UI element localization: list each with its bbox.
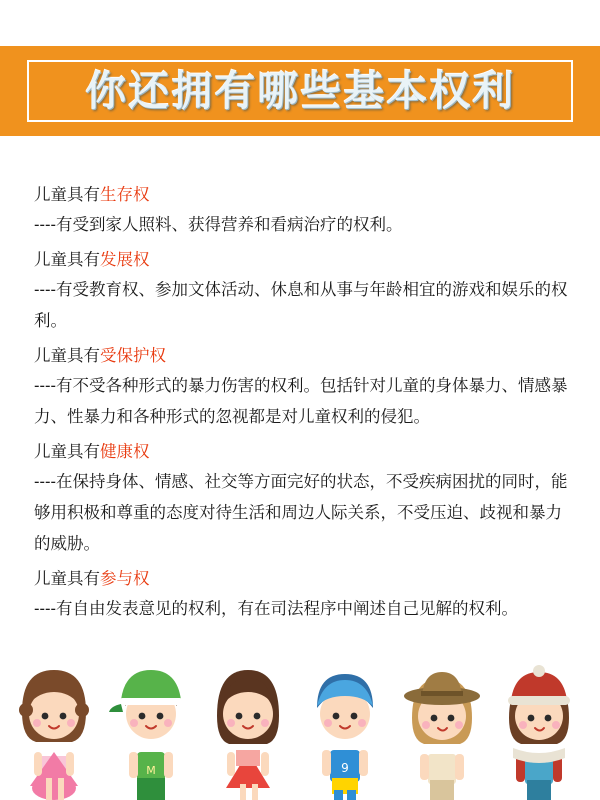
entry-description: ----有不受各种形式的暴力伤害的权利。包括针对儿童的身体暴力、情感暴力、性暴力和各种形式的忽视都是对儿童权利的侵犯。 <box>34 377 568 426</box>
entry-lead-prefix: 儿童具有 <box>34 570 100 588</box>
entry-lead <box>34 245 568 275</box>
entry-lead <box>34 564 568 594</box>
page-title: 你还拥有哪些基本权利 <box>85 66 515 115</box>
rights-entry <box>34 437 568 560</box>
kid-girl-winter-hat <box>491 660 587 800</box>
entry-lead-highlight: 受保护权 <box>100 347 166 365</box>
children-illustration <box>0 660 600 800</box>
entry-lead-prefix: 儿童具有 <box>34 251 100 269</box>
entry-lead <box>34 341 568 371</box>
svg-text:9: 9 <box>341 761 349 775</box>
entry-lead-highlight: 发展权 <box>100 251 150 269</box>
kid-boy-green-cap <box>103 660 199 800</box>
rights-entry <box>34 564 568 625</box>
header-banner-frame <box>27 60 573 122</box>
entry-lead-prefix: 儿童具有 <box>34 443 100 461</box>
kid-girl-red-dress <box>200 660 296 800</box>
entry-lead-highlight: 生存权 <box>100 186 150 204</box>
kid-boy-blue-jersey <box>297 660 393 800</box>
rights-list <box>34 180 568 629</box>
entry-description: ----有受教育权、参加文体活动、休息和从事与年龄相宜的游戏和娱乐的权利。 <box>34 281 568 330</box>
rights-entry <box>34 245 568 337</box>
rights-entry <box>34 341 568 433</box>
entry-description: ----在保持身体、情感、社交等方面完好的状态，不受疾病困扰的同时，能够用积极和尊重的态度对待生活和周边人际关系，不受压迫、歧视和暴力的威胁。 <box>34 473 568 553</box>
entry-lead-highlight: 健康权 <box>100 443 150 461</box>
entry-description: ----有自由发表意见的权利，有在司法程序中阐述自己见解的权利。 <box>34 600 518 618</box>
rights-entry <box>34 180 568 241</box>
entry-description: ----有受到家人照料、获得营养和看病治疗的权利。 <box>34 216 403 234</box>
entry-lead <box>34 437 568 467</box>
entry-lead-prefix: 儿童具有 <box>34 347 100 365</box>
header-banner <box>0 46 600 136</box>
kid-girl-pink-dress <box>6 660 102 800</box>
entry-lead <box>34 180 568 210</box>
entry-lead-prefix: 儿童具有 <box>34 186 100 204</box>
entry-lead-highlight: 参与权 <box>100 570 150 588</box>
svg-text:M: M <box>146 764 156 777</box>
kid-girl-brown-hat <box>394 660 490 800</box>
